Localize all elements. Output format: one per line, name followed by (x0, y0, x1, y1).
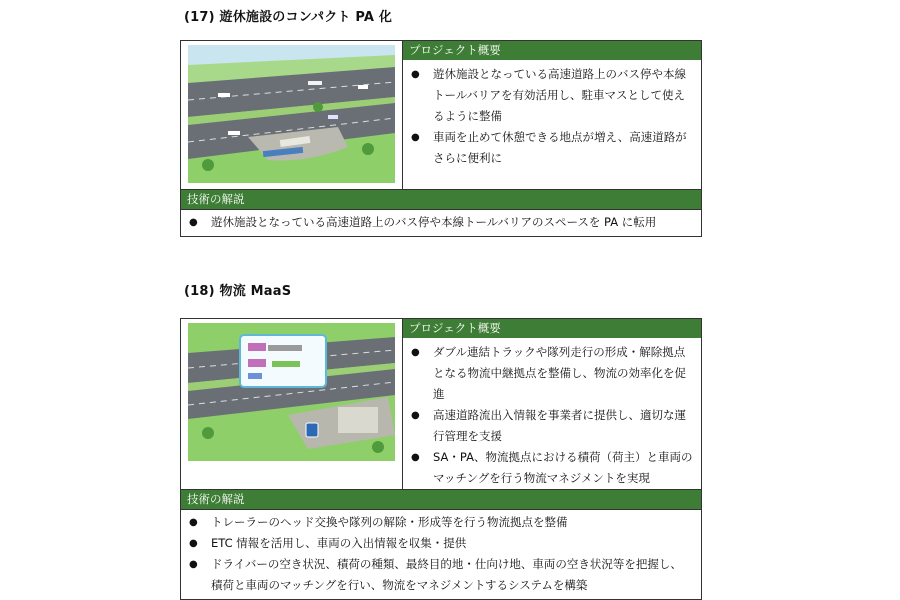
section18-tech-list (181, 510, 701, 599)
list-item: ● トレーラーのヘッド交換や隊列の解除・形成等を行う物流拠点を整備 (189, 512, 693, 533)
list-item: ● 高速道路流出入情報を事業者に提供し、適切な運行管理を支援 (411, 405, 693, 447)
list-item: ● 遊休施設となっている高速道路上のバス停や本線トールバリアを有効活用し、駐車マスとして使えるように整備 (411, 64, 693, 127)
section18-overview-list (403, 338, 701, 489)
section17-tech-list (181, 210, 701, 236)
list-item: ● ドライバーの空き状況、積荷の種類、最終目的地・仕向け地、車両の空き状況等を把握し、積荷と車両のマッチングを行い、物流をマネジメントするシステムを構築 (189, 554, 693, 596)
list-item: ● ETC 情報を活用し、車両の入出情報を収集・提供 (189, 533, 693, 554)
section18-overview (403, 319, 701, 489)
section18-block (180, 318, 702, 600)
list-item: ● SA・PA、物流拠点における積荷（荷主）と車両のマッチングを行う物流マネジメントを実現 (411, 447, 693, 489)
section17-overview-list (403, 60, 701, 169)
section17-illustration (181, 41, 403, 189)
section18-illustration (181, 319, 403, 489)
list-item: ● 車両を止めて休憩できる地点が増え、高速道路がさらに便利に (411, 127, 693, 169)
section18-overview-header: プロジェクト概要 (403, 319, 701, 338)
list-item: ● 遊休施設となっている高速道路上のバス停や本線トールバリアのスペースを PA に転用 (189, 212, 693, 233)
section17-overview-header: プロジェクト概要 (403, 41, 701, 60)
section17-tech-header: 技術の解説 (181, 190, 701, 210)
logistics-maas-illustration (188, 323, 395, 461)
section18-title: (18) 物流 MaaS (184, 284, 292, 299)
section17-title: (17) 遊休施設のコンパクト PA 化 (184, 10, 393, 25)
section17-block (180, 40, 702, 237)
section18-tech-header: 技術の解説 (181, 490, 701, 510)
section17-overview (403, 41, 701, 189)
list-item: ● ダブル連結トラックや隊列走行の形成・解除拠点となる物流中継拠点を整備し、物流の効率化を促進 (411, 342, 693, 405)
compact-pa-illustration (188, 45, 395, 183)
